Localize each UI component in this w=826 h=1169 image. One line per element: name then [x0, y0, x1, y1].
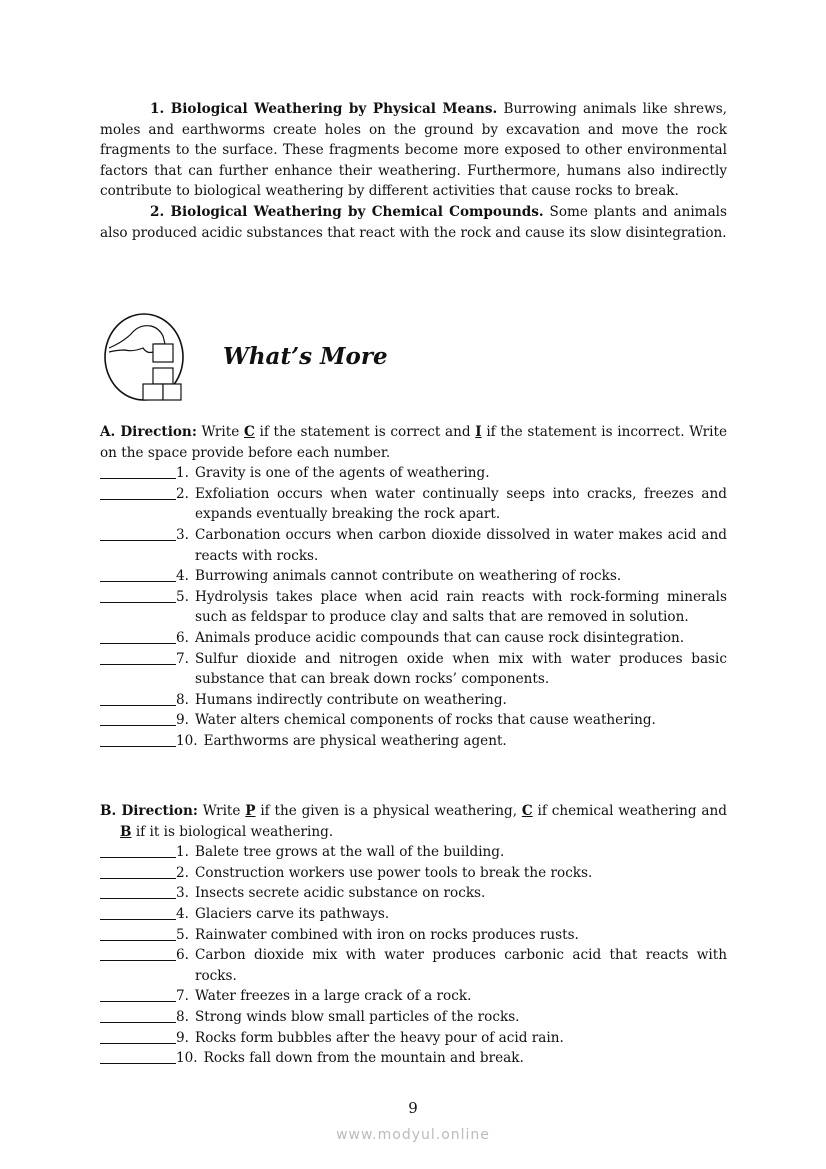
question-item: [100, 690, 727, 711]
question-number: 6.: [176, 629, 189, 646]
answer-blank[interactable]: [100, 883, 176, 899]
answer-blank[interactable]: [100, 690, 176, 706]
direction-text: Write: [197, 803, 246, 819]
part-a-direction: [100, 422, 727, 463]
question-number: 7.: [176, 988, 189, 1005]
question-number: 7.: [176, 650, 189, 667]
question-item: [100, 1048, 727, 1069]
key-letter: I: [475, 424, 482, 440]
question-text: Rainwater combined with iron on rocks produces rusts.: [194, 926, 579, 943]
question-number: 10.: [176, 732, 198, 749]
question-item: [100, 587, 727, 628]
direction-text: if the statement is incorrect. Write on the space provide before each number.: [100, 424, 727, 461]
question-text: Insects secrete acidic substance on rocks.: [194, 885, 486, 902]
question-number: 2.: [176, 485, 189, 502]
section-header: [103, 312, 388, 402]
question-item: [100, 649, 727, 690]
direction-label: B. Direction:: [100, 803, 198, 819]
question-text: Water alters chemical components of rocks that cause weathering.: [194, 712, 656, 729]
answer-blank[interactable]: [100, 525, 176, 541]
answer-blank[interactable]: [100, 945, 176, 961]
answer-blank[interactable]: [100, 463, 176, 479]
paragraph-heading: 2. Biological Weathering by Chemical Compounds.: [150, 203, 544, 220]
question-text: Carbonation occurs when carbon dioxide dissolved in water makes acid and reacts with rocks.: [194, 526, 727, 564]
question-text: Earthworms are physical weathering agent.: [203, 732, 507, 749]
question-item: [100, 842, 727, 863]
question-number: 2.: [176, 864, 189, 881]
question-text: Glaciers carve its pathways.: [194, 905, 390, 922]
intro-section: [100, 99, 727, 243]
question-number: 1.: [176, 844, 189, 861]
key-letter: C: [521, 803, 533, 819]
part-a-items: [100, 463, 727, 751]
question-item: [100, 628, 727, 649]
question-number: 8.: [176, 691, 189, 708]
key-letter: P: [245, 803, 256, 819]
key-letter: C: [243, 424, 255, 440]
question-item: [100, 925, 727, 946]
question-number: 1.: [176, 465, 189, 482]
question-number: 10.: [176, 1050, 198, 1067]
part-b-direction: [100, 801, 727, 842]
answer-blank[interactable]: [100, 986, 176, 1002]
question-text: Balete tree grows at the wall of the building.: [194, 844, 505, 861]
answer-blank[interactable]: [100, 566, 176, 582]
direction-text: if the given is a physical weathering,: [255, 803, 522, 819]
direction-text: if the statement is correct and: [254, 424, 476, 440]
question-item: [100, 883, 727, 904]
question-text: Construction workers use power tools to break the rocks.: [194, 864, 593, 881]
key-letter: B: [120, 823, 132, 840]
part-a: [100, 422, 727, 752]
answer-blank[interactable]: [100, 1028, 176, 1044]
question-item: [100, 463, 727, 484]
question-number: 5.: [176, 588, 189, 605]
question-text: Exfoliation occurs when water continually seeps into cracks, freezes and expands eventually breaking the rock apart.: [194, 485, 727, 523]
answer-blank[interactable]: [100, 649, 176, 665]
question-text: Sulfur dioxide and nitrogen oxide when mix with water produces basic substance that can break down rocks’ components.: [194, 650, 727, 688]
watermark: www.modyul.online: [336, 1127, 490, 1143]
direction-label: A. Direction:: [100, 424, 197, 440]
paragraph-heading: 1. Biological Weathering by Physical Means.: [150, 101, 498, 117]
hand-stacking-blocks-icon: [103, 312, 185, 402]
answer-blank[interactable]: [100, 587, 176, 603]
part-b: [100, 801, 727, 1069]
question-number: 6.: [176, 947, 189, 964]
question-item: [100, 863, 727, 884]
paragraph-text: Burrowing animals like shrews, moles and earthworms create holes on the ground by excavation and move the rock fragments to the surface. These fragments become more exposed to other environmental factors that can further enhance their weathering. Furthermore, humans also indirectly contribute to biological weathering by different activities that cause rocks to break.: [100, 101, 727, 200]
answer-blank[interactable]: [100, 863, 176, 879]
question-text: Burrowing animals cannot contribute on weathering of rocks.: [194, 568, 622, 585]
question-number: 9.: [176, 712, 189, 729]
question-number: 4.: [176, 568, 189, 585]
question-number: 4.: [176, 905, 189, 922]
answer-blank[interactable]: [100, 842, 176, 858]
question-text: Hydrolysis takes place when acid rain reacts with rock-forming minerals such as feldspar to produce clay and salts that are removed in solution.: [194, 588, 727, 626]
question-number: 8.: [176, 1008, 189, 1025]
question-text: Water freezes in a large crack of a rock.: [194, 988, 472, 1005]
intro-paragraph-2: [100, 202, 727, 243]
answer-blank[interactable]: [100, 925, 176, 941]
answer-blank[interactable]: [100, 1048, 176, 1064]
question-item: [100, 904, 727, 925]
question-item: [100, 945, 727, 986]
question-number: 5.: [176, 926, 189, 943]
question-item: [100, 986, 727, 1007]
question-number: 3.: [176, 885, 189, 902]
question-text: Gravity is one of the agents of weathering.: [194, 465, 490, 482]
question-item: [100, 1028, 727, 1049]
question-item: [100, 731, 727, 752]
section-title: What’s More: [223, 342, 388, 370]
question-item: [100, 484, 727, 525]
answer-blank[interactable]: [100, 1007, 176, 1023]
question-number: 9.: [176, 1029, 189, 1046]
question-text: Carbon dioxide mix with water produces carbonic acid that reacts with rocks.: [194, 947, 727, 984]
answer-blank[interactable]: [100, 904, 176, 920]
paragraph-text: Some plants and animals also produced acidic substances that react with the rock and cause its slow disintegration.: [100, 203, 727, 241]
part-b-items: [100, 842, 727, 1069]
answer-blank[interactable]: [100, 731, 176, 747]
direction-text: Write: [196, 424, 244, 440]
answer-blank[interactable]: [100, 710, 176, 726]
question-text: Rocks form bubbles after the heavy pour of acid rain.: [194, 1029, 564, 1046]
page-number: 9: [408, 1099, 418, 1117]
answer-blank[interactable]: [100, 484, 176, 500]
answer-blank[interactable]: [100, 628, 176, 644]
direction-text: if it is biological weathering.: [131, 823, 334, 840]
question-number: 3.: [176, 526, 189, 543]
question-item: [100, 525, 727, 566]
intro-paragraph-1: [100, 99, 727, 202]
question-text: Rocks fall down from the mountain and break.: [203, 1050, 524, 1067]
question-item: [100, 1007, 727, 1028]
question-text: Humans indirectly contribute on weathering.: [194, 691, 507, 708]
direction-text: if chemical weathering and: [532, 803, 727, 819]
question-item: [100, 710, 727, 731]
question-text: Animals produce acidic compounds that can cause rock disintegration.: [194, 629, 685, 646]
question-text: Strong winds blow small particles of the rocks.: [194, 1008, 520, 1025]
question-item: [100, 566, 727, 587]
